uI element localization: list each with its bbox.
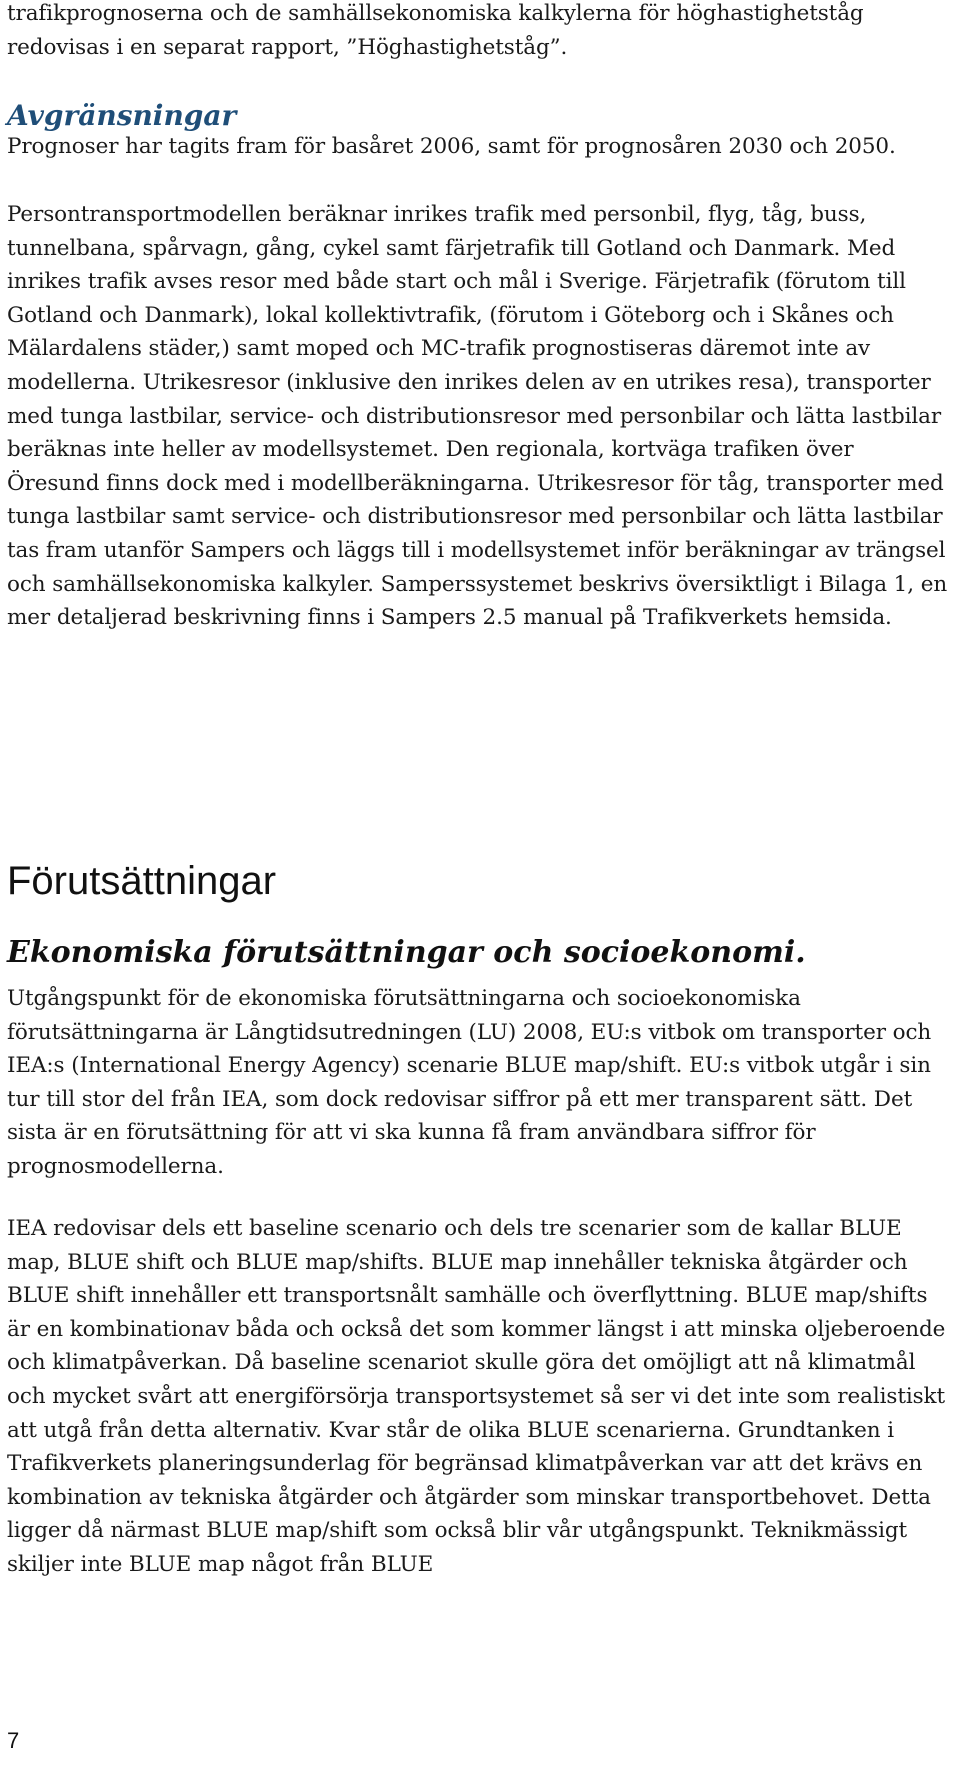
paragraph-persontransportmodellen: Persontransportmodellen beräknar inrikes trafik med personbil, flyg, tåg, buss, tunnelbana, spårvagn, gång, cykel samt färjetrafik till Gotland och Danmark. Med inrikes trafik avses resor med både start och mål i Sverige. Färjetrafik (förutom till Gotland och Danmark), lokal kollektivtrafik, (förutom i Göteborg och i Skånes och Mälardalens städer,) samt moped och MC-trafik prognostiseras däremot inte av modellerna. Utrikesresor (inklusive den inrikes delen av en utrikes resa), transporter med tunga lastbilar, service- och distributionsresor med personbilar och lätta lastbilar beräknas inte heller av modellsystemet. Den regionala, kortväga trafiken över Öresund finns dock med i modellberäkningarna. Utrikesresor för tåg, transporter med tunga lastbilar samt service- och distributionsresor med personbilar och lätta lastbilar tas fram utanför Sampers och läggs till i modellsystemet inför beräkningar av trängsel och samhällsekonomiska kalkyler. Samperssystemet beskrivs översiktligt i Bilaga 1, en mer detaljerad beskrivning finns i Sampers 2.5 manual på Trafikverkets hemsida. — [7, 202, 948, 631]
paragraph-iea-scenarier: IEA redovisar dels ett baseline scenario och dels tre scenarier som de kallar BLUE map, BLUE shift och BLUE map/shifts. BLUE map innehåller tekniska åtgärder och BLUE shift innehåller ett transportsnålt samhälle och överflyttning. BLUE map/shifts är en kombinationav båda och också det som kommer längst i att minska oljeberoende och klimatpåverkan. Då baseline scenariot skulle göra det omöjligt att nå klimatmål och mycket svårt att energiförsörja transportsystemet så ser vi det inte som realistiskt att utgå från detta alternativ. Kvar står de olika BLUE scenarierna. Grundtanken i Trafikverkets planeringsunderlag för begränsad klimatpåverkan var att det krävs en kombination av tekniska åtgärder och åtgärder som minskar transportbehovet. Detta ligger då närmast BLUE map/shift som också blir vår utgångspunkt. Teknikmässigt skiljer inte BLUE map något från BLUE — [7, 1216, 946, 1577]
paragraph-utgangspunkt: Utgångspunkt för de ekonomiska förutsättningarna och socioekonomiska förutsättningarna är Långtidsutredningen (LU) 2008, EU:s vitbok om transporter och IEA:s (International Energy Agency) scenarie BLUE map/shift. EU:s vitbok utgår i sin tur till stor del från IEA, som dock redovisar siffror på ett mer transparent sätt. Det sista är en förutsättning för att vi ska kunna få fram användbara siffror för prognosmodellerna. — [7, 986, 932, 1179]
heading-avgransningar: Avgränsningar — [7, 99, 237, 132]
paragraph-prognosar: Prognoser har tagits fram för basåret 2006, samt för prognosåren 2030 och 2050. — [7, 134, 896, 159]
heading-forutsattningar: Förutsättningar — [7, 859, 277, 903]
heading-ekonomiska-forutsattningar: Ekonomiska förutsättningar och socioekonomi. — [7, 935, 806, 970]
intro-paragraph: trafikprognoserna och de samhällsekonomiska kalkylerna för höghastighetståg redovisas i en separat rapport, ”Höghastighetståg”. — [7, 1, 864, 60]
page-number: 7 — [7, 1728, 20, 1753]
